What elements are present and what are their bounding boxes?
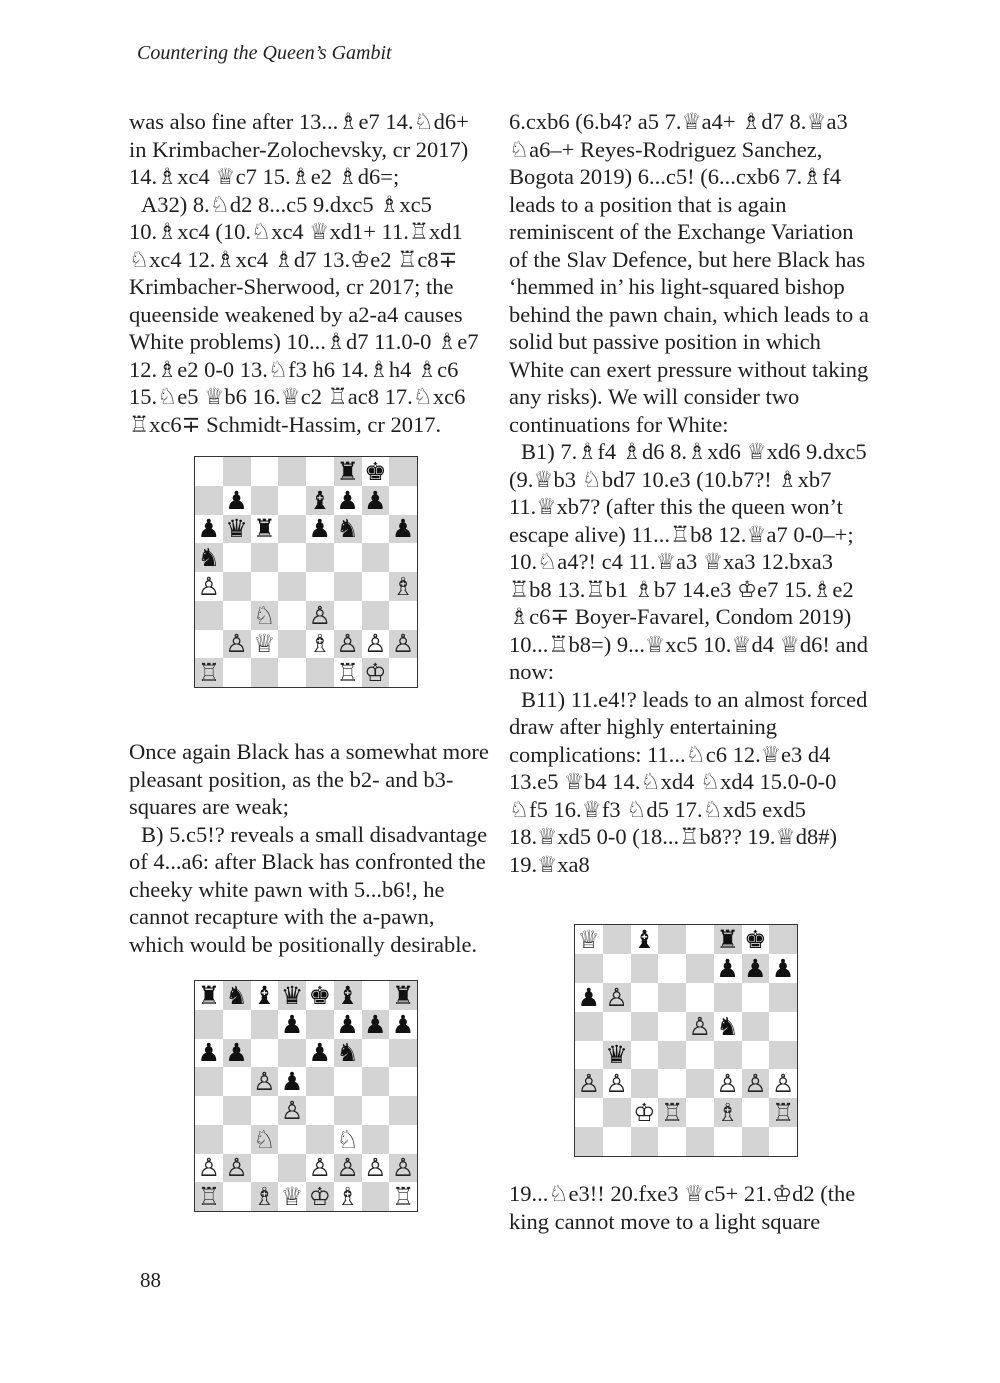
board-square <box>686 925 714 954</box>
board-square <box>389 515 417 544</box>
board-square <box>742 954 770 983</box>
paragraph: 6.cxb6 (6.b4? a5 7.♕a4+ ♗d7 8.♕a3 ♘a6–+ Reyes-Rodriguez Sanchez, Bogota 2019) 6...c5! (6...cxb6 7.♗f4 leads to a position that is again reminiscent of the Exchange Variation of the Slav Defence, but here Black has ‘hemmed in’ his light-squared bishop behind the pawn chain, which leads to a solid but passive position in which White can exert pressure without taking any risks). We will consider two continuations for White: <box>509 109 869 437</box>
board-square <box>389 1067 417 1096</box>
board-square <box>223 1154 251 1183</box>
board-square <box>195 981 223 1010</box>
board-square <box>334 1039 362 1068</box>
board-square <box>251 1182 279 1211</box>
board-square <box>575 1127 603 1156</box>
black-bishop-icon: ♝ <box>253 981 276 1010</box>
board-square <box>223 543 251 572</box>
board-square <box>389 1154 417 1183</box>
white-pawn-icon: ♙ <box>391 629 415 659</box>
black-knight-icon: ♞ <box>716 1011 739 1041</box>
board-square <box>658 1098 686 1127</box>
board-square <box>714 1012 742 1041</box>
black-king-icon: ♚ <box>744 925 767 954</box>
black-pawn-icon: ♟ <box>225 485 248 515</box>
white-pawn-icon: ♙ <box>391 1153 415 1183</box>
black-queen-icon: ♛ <box>605 1040 628 1070</box>
paragraph: A32) 8.♘d2 8...c5 9.dxc5 ♗xc5 10.♗xc4 (10.♘xc4 ♕xd1+ 11.♖xd1 ♘xc4 12.♗xc4 ♗d7 13.♔e2 ♖c8∓ Krimbacher-Sherwood, cr 2017; the queenside weakened by a2-a4 causes White problems) 10...♗d7 11.0-0 ♗e7 12.♗e2 0-0 13.♘f3 h6 14.♗h4 ♗c6 15.♘e5 ♕b6 16.♕c2 ♖ac8 17.♘xc6 ♖xc6∓ Schmidt-Hassim, cr 2017. <box>129 191 479 437</box>
board-square <box>278 981 306 1010</box>
board-square <box>742 983 770 1012</box>
board-square <box>389 543 417 572</box>
board-square <box>278 515 306 544</box>
board-square <box>362 601 390 630</box>
board-square <box>251 1096 279 1125</box>
board-square <box>603 1041 631 1070</box>
board-square <box>195 1067 223 1096</box>
board-square <box>195 1154 223 1183</box>
black-pawn-icon: ♟ <box>308 514 332 544</box>
paragraph: B1) 7.♗f4 ♗d6 8.♗xd6 ♕xd6 9.dxc5 (9.♕b3 ♘bd7 10.e3 (10.b7?! ♗xb7 11.♕xb7? (after this the queen won’t escape alive) 11...♖b8 12.♕a7 0-0–+; 10.♘a4?! c4 11.♕a3 ♕xa3 12.bxa3 ♖b8 13.♖b1 ♗b7 14.e3 ♔e7 15.♗e2 ♗c6∓ Boyer-Favarel, Condom 2019) 10...♖b8=) 9...♕xc5 10.♕d4 ♕d6! and now: <box>509 439 868 684</box>
board-square <box>686 1127 714 1156</box>
board-square <box>658 925 686 954</box>
white-bishop-icon: ♗ <box>253 1182 276 1211</box>
board-square <box>223 601 251 630</box>
board-square <box>334 630 362 659</box>
board-square <box>686 1069 714 1098</box>
black-knight-icon: ♞ <box>225 981 248 1010</box>
board-square <box>334 457 362 486</box>
board-square <box>334 543 362 572</box>
board-square <box>334 601 362 630</box>
board-square <box>631 925 659 954</box>
board-square <box>334 1154 362 1183</box>
board-square <box>714 925 742 954</box>
board-square <box>362 1010 390 1039</box>
white-pawn-icon: ♙ <box>253 1067 276 1096</box>
black-king-icon: ♚ <box>364 457 387 486</box>
black-rook-icon: ♜ <box>336 457 359 486</box>
board-square <box>769 1098 797 1127</box>
white-queen-icon: ♕ <box>577 925 601 954</box>
board-square <box>306 1154 334 1183</box>
board-square <box>362 486 390 515</box>
board-square <box>389 601 417 630</box>
board-square <box>306 981 334 1010</box>
board-square <box>714 983 742 1012</box>
paragraph: B) 5.c5!? reveals a small disadvantage of 4...a6: after Black has confronted the cheeky white pawn with 5...b6!, he cannot recapture with the a-pawn, which would be positionally desirable. <box>129 821 488 957</box>
board-square <box>742 1012 770 1041</box>
board-square <box>658 954 686 983</box>
board-square <box>742 1098 770 1127</box>
white-pawn-icon: ♙ <box>605 1069 628 1099</box>
white-pawn-icon: ♙ <box>280 1096 304 1125</box>
board-square <box>306 658 334 687</box>
board-square <box>251 1039 279 1068</box>
black-pawn-icon: ♟ <box>716 953 739 983</box>
black-pawn-icon: ♟ <box>308 1038 332 1068</box>
board-square <box>389 457 417 486</box>
black-queen-icon: ♛ <box>280 981 304 1010</box>
board-square <box>223 1125 251 1154</box>
board-square <box>195 572 223 601</box>
board-square <box>389 658 417 687</box>
board-square <box>389 630 417 659</box>
chess-diagram-1 <box>194 456 418 688</box>
board-square <box>251 1067 279 1096</box>
paragraph: Once again Black has a somewhat more pleasant position, as the b2- and b3-squares are weak; <box>129 739 489 819</box>
board-square <box>362 457 390 486</box>
board-square <box>278 601 306 630</box>
board-square <box>251 1010 279 1039</box>
board-square <box>195 486 223 515</box>
white-pawn-icon: ♙ <box>771 1069 795 1099</box>
board-square <box>362 515 390 544</box>
board-square <box>278 658 306 687</box>
board-square <box>306 630 334 659</box>
white-knight-icon: ♘ <box>253 600 276 630</box>
board-square <box>631 954 659 983</box>
black-pawn-icon: ♟ <box>364 1009 387 1039</box>
black-pawn-icon: ♟ <box>197 1038 221 1068</box>
board-square <box>251 486 279 515</box>
board-square <box>742 1069 770 1098</box>
board-square <box>223 658 251 687</box>
board-square <box>195 1096 223 1125</box>
board-square <box>306 1125 334 1154</box>
board-square <box>195 1010 223 1039</box>
white-rook-icon: ♖ <box>336 658 359 687</box>
board-square <box>603 1098 631 1127</box>
board-square <box>251 1154 279 1183</box>
board-square <box>195 630 223 659</box>
board-square <box>334 1067 362 1096</box>
board-square <box>631 1127 659 1156</box>
board-square <box>714 1069 742 1098</box>
board-square <box>278 543 306 572</box>
board-square <box>195 601 223 630</box>
board-square <box>223 1067 251 1096</box>
black-queen-icon: ♛ <box>225 514 248 544</box>
white-pawn-icon: ♙ <box>364 629 387 659</box>
black-pawn-icon: ♟ <box>391 1009 415 1039</box>
board-square <box>334 1096 362 1125</box>
white-pawn-icon: ♙ <box>336 629 359 659</box>
board-square <box>251 515 279 544</box>
black-knight-icon: ♞ <box>197 543 221 572</box>
board-square <box>575 1069 603 1098</box>
white-pawn-icon: ♙ <box>364 1153 387 1183</box>
white-bishop-icon: ♗ <box>308 629 332 659</box>
white-rook-icon: ♖ <box>771 1098 795 1128</box>
black-pawn-icon: ♟ <box>577 982 601 1012</box>
white-queen-icon: ♕ <box>253 629 276 659</box>
white-king-icon: ♔ <box>308 1182 332 1211</box>
board-square <box>603 954 631 983</box>
board-square <box>631 1098 659 1127</box>
white-pawn-icon: ♙ <box>605 982 628 1012</box>
board-square <box>742 925 770 954</box>
board-square <box>389 486 417 515</box>
paragraph: B11) 11.e4!? leads to an almost forced draw after highly entertaining complications: 11...♘c6 12.♕e3 d4 13.e5 ♕b4 14.♘xd4 ♘xd4 15.0-0-0 ♘f5 16.♕f3 ♘d5 17.♘xd5 exd5 18.♕xd5 0-0 (18...♖b8?? 19.♕d8#) 19.♕xa8 <box>509 686 868 877</box>
board-square <box>223 1010 251 1039</box>
board-square <box>195 1039 223 1068</box>
white-knight-icon: ♘ <box>253 1124 276 1154</box>
board-square <box>278 1039 306 1068</box>
board-square <box>686 983 714 1012</box>
board-square <box>389 1010 417 1039</box>
board-square <box>278 457 306 486</box>
board-square <box>306 543 334 572</box>
white-pawn-icon: ♙ <box>225 629 248 659</box>
board-square <box>195 1182 223 1211</box>
board-square <box>769 925 797 954</box>
board-square <box>362 1182 390 1211</box>
white-knight-icon: ♘ <box>336 1124 359 1154</box>
board-square <box>278 486 306 515</box>
board-square <box>334 981 362 1010</box>
black-pawn-icon: ♟ <box>744 953 767 983</box>
board-square <box>362 630 390 659</box>
board-square <box>631 1069 659 1098</box>
board-square <box>389 1096 417 1125</box>
white-pawn-icon: ♙ <box>716 1069 739 1099</box>
running-head: Countering the Queen’s Gambit <box>137 42 392 64</box>
board-square <box>714 954 742 983</box>
board-square <box>603 1012 631 1041</box>
board-square <box>223 981 251 1010</box>
board-square <box>334 1010 362 1039</box>
board-square <box>195 515 223 544</box>
board-square <box>195 457 223 486</box>
white-queen-icon: ♕ <box>280 1182 304 1211</box>
board-square <box>223 1096 251 1125</box>
board-square <box>223 1039 251 1068</box>
board-square <box>251 658 279 687</box>
white-pawn-icon: ♙ <box>225 1153 248 1183</box>
board-square <box>251 572 279 601</box>
board-square <box>306 1096 334 1125</box>
board-square <box>251 981 279 1010</box>
board-square <box>223 1182 251 1211</box>
black-pawn-icon: ♟ <box>280 1067 304 1096</box>
board-square <box>575 925 603 954</box>
board-square <box>278 572 306 601</box>
white-rook-icon: ♖ <box>660 1098 684 1128</box>
board-square <box>714 1127 742 1156</box>
board-square <box>334 1125 362 1154</box>
board-square <box>575 954 603 983</box>
black-pawn-icon: ♟ <box>336 1009 359 1039</box>
black-rook-icon: ♜ <box>716 925 739 954</box>
board-square <box>278 1154 306 1183</box>
board-square <box>714 1041 742 1070</box>
board-square <box>769 1041 797 1070</box>
board-square <box>389 572 417 601</box>
board-square <box>362 1039 390 1068</box>
board-square <box>306 457 334 486</box>
board-square <box>195 658 223 687</box>
board-square <box>334 1182 362 1211</box>
board-square <box>223 486 251 515</box>
black-bishop-icon: ♝ <box>336 981 359 1010</box>
board-square <box>334 658 362 687</box>
board-square <box>575 1041 603 1070</box>
board-square <box>306 1039 334 1068</box>
chess-diagram-3 <box>574 924 798 1157</box>
black-knight-icon: ♞ <box>336 514 359 544</box>
white-rook-icon: ♖ <box>391 1182 415 1211</box>
board-square <box>603 983 631 1012</box>
board-square <box>658 1041 686 1070</box>
board-square <box>362 572 390 601</box>
board-square <box>631 1012 659 1041</box>
black-pawn-icon: ♟ <box>364 485 387 515</box>
black-king-icon: ♚ <box>308 981 332 1010</box>
board-square <box>389 1125 417 1154</box>
board-square <box>306 1010 334 1039</box>
paragraph: was also fine after 13...♗e7 14.♘d6+ in Krimbacher-Zolochevsky, cr 2017) 14.♗xc4 ♕c7 15.♗e2 ♗d6=; <box>129 109 469 189</box>
board-square <box>251 630 279 659</box>
board-square <box>769 954 797 983</box>
black-knight-icon: ♞ <box>336 1038 359 1068</box>
board-square <box>603 1069 631 1098</box>
board-square <box>714 1098 742 1127</box>
board-square <box>223 515 251 544</box>
board-square <box>575 1012 603 1041</box>
white-bishop-icon: ♗ <box>336 1182 359 1211</box>
board-square <box>251 601 279 630</box>
board-square <box>223 572 251 601</box>
white-king-icon: ♔ <box>364 658 387 687</box>
board-square <box>306 601 334 630</box>
board-square <box>769 983 797 1012</box>
board-square <box>306 572 334 601</box>
board-square <box>658 1127 686 1156</box>
board-square <box>278 1096 306 1125</box>
white-pawn-icon: ♙ <box>308 600 332 630</box>
board-square <box>575 1098 603 1127</box>
board-square <box>769 1012 797 1041</box>
white-rook-icon: ♖ <box>197 1182 221 1211</box>
black-rook-icon: ♜ <box>391 981 415 1010</box>
board-square <box>362 658 390 687</box>
board-square <box>658 1069 686 1098</box>
board-square <box>658 983 686 1012</box>
board-square <box>686 1098 714 1127</box>
board-square <box>362 981 390 1010</box>
black-pawn-icon: ♟ <box>225 1038 248 1068</box>
chess-diagram-2 <box>194 980 418 1212</box>
board-square <box>686 1041 714 1070</box>
board-square <box>278 1010 306 1039</box>
white-pawn-icon: ♙ <box>744 1069 767 1099</box>
board-square <box>686 1012 714 1041</box>
board-square <box>306 1067 334 1096</box>
board-square <box>195 1125 223 1154</box>
white-pawn-icon: ♙ <box>308 1153 332 1183</box>
board-square <box>223 457 251 486</box>
white-pawn-icon: ♙ <box>197 1153 221 1183</box>
black-pawn-icon: ♟ <box>197 514 221 544</box>
board-square <box>769 1069 797 1098</box>
board-square <box>686 954 714 983</box>
board-square <box>603 1127 631 1156</box>
white-pawn-icon: ♙ <box>688 1011 712 1041</box>
board-square <box>742 1041 770 1070</box>
black-pawn-icon: ♟ <box>280 1009 304 1039</box>
black-pawn-icon: ♟ <box>336 485 359 515</box>
board-square <box>306 515 334 544</box>
board-square <box>334 572 362 601</box>
black-rook-icon: ♜ <box>197 981 221 1010</box>
board-square <box>362 1125 390 1154</box>
board-square <box>389 1182 417 1211</box>
board-square <box>362 1154 390 1183</box>
board-square <box>334 486 362 515</box>
board-square <box>603 925 631 954</box>
board-square <box>306 1182 334 1211</box>
board-square <box>334 515 362 544</box>
board-square <box>223 630 251 659</box>
board-square <box>362 1096 390 1125</box>
board-square <box>251 1125 279 1154</box>
page-number: 88 <box>140 1268 161 1292</box>
white-bishop-icon: ♗ <box>716 1098 739 1128</box>
board-square <box>389 981 417 1010</box>
board-square <box>742 1127 770 1156</box>
board-square <box>278 630 306 659</box>
black-bishop-icon: ♝ <box>633 925 656 954</box>
white-pawn-icon: ♙ <box>336 1153 359 1183</box>
black-pawn-icon: ♟ <box>771 953 795 983</box>
board-square <box>631 983 659 1012</box>
board-square <box>278 1125 306 1154</box>
white-bishop-icon: ♗ <box>391 572 415 601</box>
paragraph: 19...♘e3!! 20.fxe3 ♕c5+ 21.♔d2 (the king cannot move to a light square <box>509 1181 856 1234</box>
white-king-icon: ♔ <box>633 1098 656 1128</box>
board-square <box>278 1067 306 1096</box>
board-square <box>195 543 223 572</box>
black-bishop-icon: ♝ <box>308 485 332 515</box>
board-square <box>631 1041 659 1070</box>
board-square <box>362 1067 390 1096</box>
board-square <box>362 543 390 572</box>
board-square <box>575 983 603 1012</box>
board-square <box>251 543 279 572</box>
board-square <box>251 457 279 486</box>
black-pawn-icon: ♟ <box>391 514 415 544</box>
white-pawn-icon: ♙ <box>577 1069 601 1099</box>
board-square <box>658 1012 686 1041</box>
board-square <box>389 1039 417 1068</box>
board-square <box>769 1127 797 1156</box>
white-rook-icon: ♖ <box>197 658 221 687</box>
black-rook-icon: ♜ <box>253 514 276 544</box>
white-pawn-icon: ♙ <box>197 572 221 601</box>
board-square <box>306 486 334 515</box>
board-square <box>278 1182 306 1211</box>
